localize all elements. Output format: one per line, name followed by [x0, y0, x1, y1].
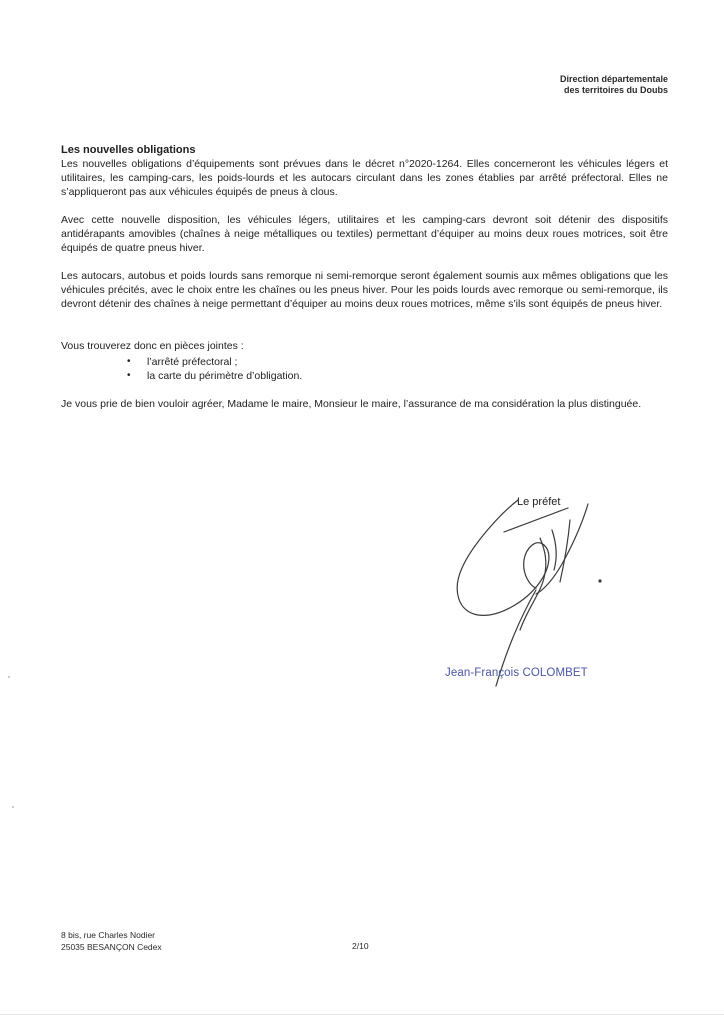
closing-formula: Je vous prie de bien vouloir agréer, Madame le maire, Monsieur le maire, l’assurance de ma considération la plus distinguée. [61, 398, 642, 410]
letter-header [560, 74, 668, 96]
page-number: 2/10 [352, 941, 369, 951]
scan-speck [12, 806, 14, 808]
bullet-icon: • [127, 370, 131, 381]
list-item [61, 369, 668, 383]
address-line-1: 8 bis, rue Charles Nodier [61, 930, 156, 940]
attachments-intro: Vous trouverez donc en pièces jointes : [61, 340, 244, 352]
attachments-list [61, 355, 668, 383]
paragraph-2: Avec cette nouvelle disposition, les véhicules légers, utilitaires et les camping-cars devront soit détenir des dispositifs antidérapants amovibles (chaînes à neige métalliques ou textiles) permettant d’équiper au moins deux roues motrices, soit être équipés de quatre pneus hiver. [61, 214, 668, 254]
scan-speck [8, 676, 10, 678]
paragraph-3: Les autocars, autobus et poids lourds sans remorque ni semi-remorque seront également soumis aux mêmes obligations que les véhicules précités, avec le choix entre les chaînes ou les pneus hiver. Pour les poids lourds avec remorque ou semi-remorque, ils devront détenir des chaînes à neige permettant d’équiper au moins deux roues motrices, même s’ils sont équipés de pneus hiver. [61, 270, 668, 310]
footer-address [61, 929, 162, 953]
paragraph-1: Les nouvelles obligations d’équipements sont prévues dans le décret n°2020-1264. Elles concerneront les véhicules légers et utilitaires, les camping-cars, les poids-lourds et les autocars circulant dans les zones établies par arrêté préfectoral. Elles ne s’appliqueront pas aux véhicules équipés de pneus à clous. [61, 158, 668, 198]
list-item [61, 355, 668, 369]
header-line-2: des territoires du Doubs [563, 85, 668, 95]
header-line-1: Direction départementale [559, 74, 668, 84]
signatory-title: Le préfet [517, 496, 561, 508]
attachment-label: l’arrêté préfectoral ; [147, 356, 238, 368]
address-line-2: 25035 BESANÇON Cedex [61, 942, 162, 952]
letter-body [61, 143, 668, 411]
bullet-icon: • [127, 356, 131, 367]
section-title: Les nouvelles obligations [61, 144, 196, 156]
attachment-label: la carte du périmètre d’obligation. [147, 370, 303, 382]
handwritten-signature [440, 490, 630, 690]
page-edge [0, 1014, 724, 1015]
signatory-name: Jean-François COLOMBET [445, 667, 588, 679]
